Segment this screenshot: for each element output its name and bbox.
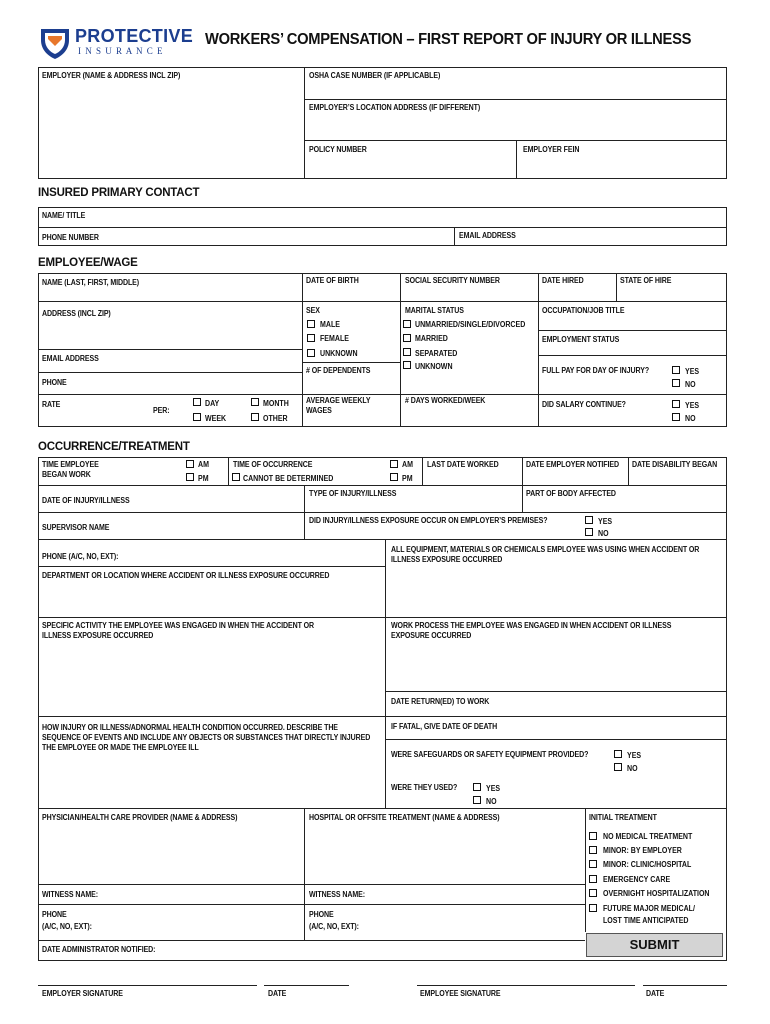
occurrence-box xyxy=(38,457,727,961)
part-body-field[interactable]: PART OF BODY AFFECTED xyxy=(526,489,616,498)
safeguards-yes-label: YES xyxy=(627,751,642,760)
specific-activity-field[interactable]: SPECIFIC ACTIVITY THE EMPLOYEE WAS ENGAGED IN WHEN THE ACCIDENT OR ILLNESS EXPOSURE OCCURRED xyxy=(42,621,315,640)
work-process-field[interactable]: WORK PROCESS THE EMPLOYEE WAS ENGAGED IN WHEN ACCIDENT OR ILLNESS EXPOSURE OCCURRED xyxy=(391,621,672,640)
employee-name-field[interactable]: NAME (LAST, FIRST, MIDDLE) xyxy=(42,278,140,287)
employee-date-field[interactable]: DATE xyxy=(646,989,665,998)
used-yes-checkbox[interactable] xyxy=(473,783,481,791)
treatment-minor-employer-checkbox[interactable] xyxy=(589,846,597,854)
how-injury-field[interactable]: HOW INJURY OR ILLNESS/ADNORMAL HEALTH CONDITION OCCURRED. DESCRIBE THE SEQUENCE OF EVENTS AND INCLUDE ANY OBJECTS OR SUBSTANCES THAT DIRECTLY INJURED THE EMPLOYEE OR MADE THE EMPLOYEE ILL xyxy=(42,723,371,752)
safeguards-label: WERE SAFEGUARDS OR SAFETY EQUIPMENT PROVIDED? xyxy=(391,750,589,759)
full-pay-no-label: NO xyxy=(685,380,696,389)
brand-subtitle: I N S U R A N C E xyxy=(78,46,164,56)
date-disability-field[interactable]: DATE DISABILITY BEGAN xyxy=(632,460,718,469)
full-pay-label: FULL PAY FOR DAY OF INJURY? xyxy=(542,366,650,375)
marital-married-label: MARRIED xyxy=(415,334,448,343)
rate-day-checkbox[interactable] xyxy=(193,398,201,406)
salary-yes-checkbox[interactable] xyxy=(672,400,680,408)
physician-field[interactable]: PHYSICIAN/HEALTH CARE PROVIDER (NAME & ADDRESS) xyxy=(42,813,238,822)
form-title: WORKERS’ COMPENSATION – FIRST REPORT OF INJURY OR ILLNESS xyxy=(205,31,692,48)
employer-fein-field[interactable]: EMPLOYER FEIN xyxy=(523,145,580,154)
treatment-future-checkbox[interactable] xyxy=(589,904,597,912)
time-occurrence-field[interactable]: TIME OF OCCURRENCE xyxy=(233,460,313,469)
supervisor-field[interactable]: SUPERVISOR NAME xyxy=(42,523,110,532)
employer-signature-field[interactable]: EMPLOYER SIGNATURE xyxy=(42,989,123,998)
witness-phone-field-2[interactable]: (A/C, NO, EXT): xyxy=(309,922,359,931)
marital-separated-label: SEPARATED xyxy=(415,349,458,358)
rate-other-checkbox[interactable] xyxy=(251,413,259,421)
employer-date-field[interactable]: DATE xyxy=(268,989,287,998)
dob-field[interactable]: DATE OF BIRTH xyxy=(306,276,359,285)
employee-signature-field[interactable]: EMPLOYEE SIGNATURE xyxy=(420,989,501,998)
time-began-field[interactable]: TIME EMPLOYEE BEGAN WORK xyxy=(42,460,99,479)
treatment-label: LOST TIME ANTICIPATED xyxy=(603,916,689,925)
employee-email-field[interactable]: EMAIL ADDRESS xyxy=(42,354,99,363)
employer-section xyxy=(38,67,727,179)
contact-phone-field[interactable]: PHONE NUMBER xyxy=(42,233,99,242)
began-am-label: AM xyxy=(198,460,209,469)
contact-name-field[interactable]: NAME/ TITLE xyxy=(42,211,86,220)
salary-no-label: NO xyxy=(685,414,696,423)
hospital-field[interactable]: HOSPITAL OR OFFSITE TREATMENT (NAME & ADDRESS) xyxy=(309,813,500,822)
safeguards-no-checkbox[interactable] xyxy=(614,763,622,771)
used-no-checkbox[interactable] xyxy=(473,796,481,804)
rate-day-label: DAY xyxy=(205,399,220,408)
salary-no-checkbox[interactable] xyxy=(672,413,680,421)
treatment-label: OVERNIGHT HOSPITALIZATION xyxy=(603,889,710,898)
treatment-label: EMERGENCY CARE xyxy=(603,875,671,884)
marital-unknown-checkbox[interactable] xyxy=(403,361,411,369)
witness-phone-field-1[interactable]: (A/C, NO, EXT): xyxy=(42,922,92,931)
treatment-label: FUTURE MAJOR MEDICAL/ xyxy=(603,904,695,913)
witness-name-field-2[interactable]: WITNESS NAME: xyxy=(309,890,365,899)
date-admin-field[interactable]: DATE ADMINISTRATOR NOTIFIED: xyxy=(42,945,156,954)
policy-number-field[interactable]: POLICY NUMBER xyxy=(309,145,367,154)
employee-address-field[interactable]: ADDRESS (INCL ZIP) xyxy=(42,309,111,318)
used-yes-label: YES xyxy=(486,784,501,793)
treatment-label: NO MEDICAL TREATMENT xyxy=(603,832,693,841)
employment-status-field[interactable]: EMPLOYMENT STATUS xyxy=(542,335,620,344)
premises-no-label: NO xyxy=(598,529,609,538)
sex-female-label: FEMALE xyxy=(320,334,349,343)
rate-field[interactable]: RATE xyxy=(42,400,61,409)
on-premises-label: DID INJURY/ILLNESS EXPOSURE OCCUR ON EMPLOYER’S PREMISES? xyxy=(309,516,548,525)
type-injury-field[interactable]: TYPE OF INJURY/ILLNESS xyxy=(309,489,397,498)
witness-phone-label-2: PHONE xyxy=(309,910,334,919)
cannot-determine-label: CANNOT BE DETERMINED xyxy=(243,474,334,483)
premises-no-checkbox[interactable] xyxy=(585,528,593,536)
department-field[interactable]: DEPARTMENT OR LOCATION WHERE ACCIDENT OR ILLNESS EXPOSURE OCCURRED xyxy=(42,571,330,580)
per-label: PER: xyxy=(153,406,170,415)
date-return-field[interactable]: DATE RETURN(ED) TO WORK xyxy=(391,697,490,706)
sex-male-label: MALE xyxy=(320,320,340,329)
insured-contact-heading: INSURED PRIMARY CONTACT xyxy=(38,187,200,199)
rate-week-checkbox[interactable] xyxy=(193,413,201,421)
marital-married-checkbox[interactable] xyxy=(403,334,411,342)
marital-label: MARITAL STATUS xyxy=(405,306,464,315)
marital-separated-checkbox[interactable] xyxy=(403,348,411,356)
cannot-determine-checkbox[interactable] xyxy=(232,473,240,481)
treatment-minor-clinic-checkbox[interactable] xyxy=(589,860,597,868)
full-pay-yes-checkbox[interactable] xyxy=(672,366,680,374)
shield-logo-icon xyxy=(38,26,72,60)
occ-am-checkbox[interactable] xyxy=(390,460,398,468)
days-worked-field[interactable]: # DAYS WORKED/WEEK xyxy=(405,396,486,405)
marital-unknown-label: UNKNOWN xyxy=(415,362,453,371)
sex-unknown-checkbox[interactable] xyxy=(307,349,315,357)
began-pm-checkbox[interactable] xyxy=(186,473,194,481)
equipment-field[interactable]: ALL EQUIPMENT, MATERIALS OR CHEMICALS EMPLOYEE WAS USING WHEN ACCIDENT OR ILLNESS EXPOSURE OCCURRED xyxy=(391,545,700,564)
safeguards-no-label: NO xyxy=(627,764,638,773)
brand-name: PROTECTIVE xyxy=(75,26,194,46)
were-used-label: WERE THEY USED? xyxy=(391,783,458,792)
date-injury-field[interactable]: DATE OF INJURY/ILLNESS xyxy=(42,496,130,505)
rate-month-label: MONTH xyxy=(263,399,289,408)
employee-wage-heading: EMPLOYEE/WAGE xyxy=(38,257,138,269)
witness-phone-label-1: PHONE xyxy=(42,910,67,919)
used-no-label: NO xyxy=(486,797,497,806)
contact-email-field[interactable]: EMAIL ADDRESS xyxy=(459,231,516,240)
treatment-label: MINOR: CLINIC/HOSPITAL xyxy=(603,860,692,869)
dependents-field[interactable]: # OF DEPENDENTS xyxy=(306,366,371,375)
full-pay-yes-label: YES xyxy=(685,367,700,376)
began-am-checkbox[interactable] xyxy=(186,460,194,468)
safeguards-yes-checkbox[interactable] xyxy=(614,750,622,758)
sex-label: SEX xyxy=(306,306,320,315)
if-fatal-field[interactable]: IF FATAL, GIVE DATE OF DEATH xyxy=(391,722,498,731)
full-pay-no-checkbox[interactable] xyxy=(672,379,680,387)
marital-unmarried-checkbox[interactable] xyxy=(403,320,411,328)
state-hire-field[interactable]: STATE OF HIRE xyxy=(620,276,672,285)
began-pm-label: PM xyxy=(198,474,209,483)
company-logo xyxy=(38,26,198,60)
ssn-field[interactable]: SOCIAL SECURITY NUMBER xyxy=(405,276,500,285)
location-address-field[interactable]: EMPLOYER’S LOCATION ADDRESS (IF DIFFERENT) xyxy=(309,103,481,112)
occ-pm-checkbox[interactable] xyxy=(390,473,398,481)
occ-am-label: AM xyxy=(402,460,413,469)
sex-female-checkbox[interactable] xyxy=(307,334,315,342)
date-hired-field[interactable]: DATE HIRED xyxy=(542,276,584,285)
rate-other-label: OTHER xyxy=(263,414,288,423)
occupation-field[interactable]: OCCUPATION/JOB TITLE xyxy=(542,306,625,315)
premises-yes-label: YES xyxy=(598,517,613,526)
marital-unmarried-label: UNMARRIED/SINGLE/DIVORCED xyxy=(415,320,526,329)
rate-week-label: WEEK xyxy=(205,414,227,423)
phone-ext-field[interactable]: PHONE (A/C, NO, EXT): xyxy=(42,552,119,561)
salary-continue-label: DID SALARY CONTINUE? xyxy=(542,400,626,409)
premises-yes-checkbox[interactable] xyxy=(585,516,593,524)
avg-wages-field[interactable]: AVERAGE WEEKLY WAGES xyxy=(306,396,371,415)
initial-treatment-label: INITIAL TREATMENT xyxy=(589,813,657,822)
occurrence-heading: OCCURRENCE/TREATMENT xyxy=(38,441,190,453)
employer-name-field[interactable]: EMPLOYER (NAME & ADDRESS INCL ZIP) xyxy=(42,71,181,80)
occ-pm-label: PM xyxy=(402,474,413,483)
treatment-label: MINOR: BY EMPLOYER xyxy=(603,846,682,855)
osha-case-field[interactable]: OSHA CASE NUMBER (IF APPLICABLE) xyxy=(309,71,441,80)
employee-phone-field[interactable]: PHONE xyxy=(42,378,67,387)
rate-month-checkbox[interactable] xyxy=(251,398,259,406)
date-notified-field[interactable]: DATE EMPLOYER NOTIFIED xyxy=(526,460,619,469)
treatment-emergency-checkbox[interactable] xyxy=(589,875,597,883)
submit-button[interactable]: SUBMIT xyxy=(586,933,723,957)
sex-male-checkbox[interactable] xyxy=(307,320,315,328)
treatment-overnight-checkbox[interactable] xyxy=(589,889,597,897)
treatment-none-checkbox[interactable] xyxy=(589,832,597,840)
sex-unknown-label: UNKNOWN xyxy=(320,349,358,358)
last-date-worked-field[interactable]: LAST DATE WORKED xyxy=(427,460,499,469)
witness-name-field-1[interactable]: WITNESS NAME: xyxy=(42,890,98,899)
salary-yes-label: YES xyxy=(685,401,700,410)
